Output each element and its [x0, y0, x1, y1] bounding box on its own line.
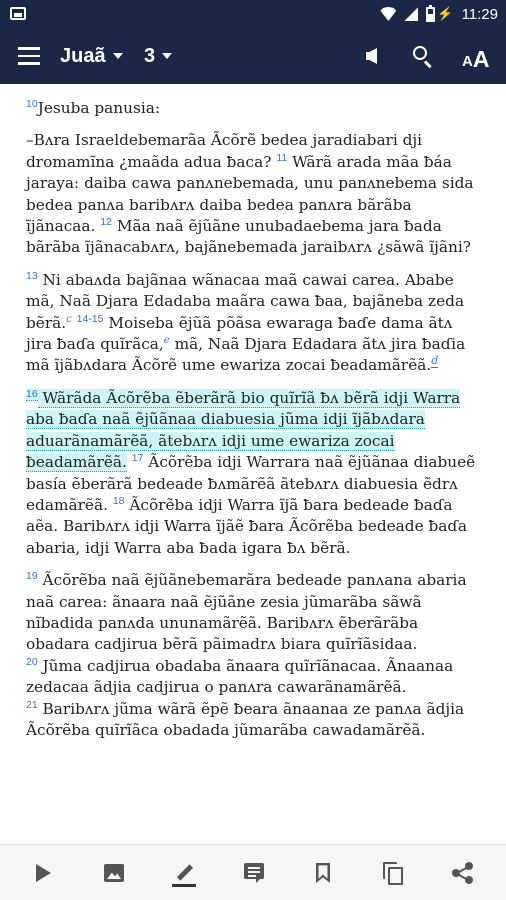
- verse-text[interactable]: Moiseba ẽjũã põãsa ewaraga ƀaɗe dama ãtʌ jira ƀaɗa quĩrãca,: [26, 313, 453, 354]
- play-icon[interactable]: [32, 861, 56, 885]
- verse-text[interactable]: Jũma cadjirua obadaba ãnaara quĩrĩãnacaa. Ãnaanaa zedacaa ãdjia cadjirua o panʌra cawarãnamãrẽã.: [26, 656, 454, 697]
- pencil-icon[interactable]: [172, 861, 196, 885]
- book-selector[interactable]: [60, 28, 123, 84]
- verse-number[interactable]: 18: [112, 494, 125, 507]
- text-size-icon[interactable]: A A: [462, 46, 490, 72]
- chapter-dropdown-icon: [162, 53, 172, 59]
- image-icon[interactable]: [102, 861, 126, 885]
- verse-text[interactable]: mã, Naã Djara Edadara ãtʌ jira ƀaɗia mã ĩjãbʌdara Ãcõrẽ ume ewariza zocai ƀeadamãrẽã.: [26, 335, 466, 375]
- verse-text[interactable]: Mãa naã ẽjũãne unubadaebema jara ƀada bãrãba ĩjãnacabʌrʌ, bajãnebemada jaraibʌrʌ ¿sãwã ĩjãni?: [26, 217, 471, 257]
- gallery-notification-icon: [10, 7, 26, 20]
- status-bar: [0, 0, 506, 28]
- scripture-text: [26, 98, 480, 752]
- verse-text[interactable]: Ãcõrẽba idji Warrara naã ẽjũãnaa diabueẽ basía ẽberãrã bedeade ƀʌmãrẽã ãtebʌrʌ diabuesia ẽdrʌ edamãrẽã.: [26, 453, 476, 514]
- scripture-paragraph: [26, 98, 480, 119]
- app-bar: [0, 28, 506, 84]
- verse-text[interactable]: Ni abaʌda bajãnaa wãnacaa maã cawai carea. Ababe mã, Naã Djara Edadaba maãra cawa ƀaa, bajãneba zeda bẽrã.: [26, 270, 465, 332]
- book-name: Juaã: [60, 44, 106, 67]
- footnote-marker[interactable]: e: [163, 334, 170, 346]
- verse-number[interactable]: 19: [26, 570, 38, 583]
- battery-icon: [426, 7, 435, 22]
- verse-number[interactable]: 17: [131, 452, 144, 464]
- verse-number[interactable]: 14-15: [76, 312, 104, 325]
- verse-number[interactable]: 10: [26, 97, 38, 110]
- verse-text[interactable]: Wãrãda Ãcõrẽba ẽberãrã bio quĩrĩã ƀʌ bẽrã idji Warra aba ƀaɗa naã ẽjũãnaa diabuesia jũma idji ĩjãbʌdara aduarãnamãrẽã, ãtebʌrʌ idji ume ewariza zocai ƀeadamãrẽã.: [26, 388, 461, 472]
- verse-text[interactable]: Jesuba panusia:: [37, 99, 160, 117]
- audio-icon[interactable]: [364, 47, 382, 65]
- verse-number[interactable]: 20: [26, 655, 38, 668]
- verse-number[interactable]: 11: [276, 151, 288, 164]
- status-time: 11:29: [461, 5, 498, 23]
- scripture-paragraph: [26, 130, 480, 258]
- scripture-content[interactable]: [0, 84, 506, 844]
- bookmark-icon[interactable]: [311, 861, 335, 885]
- menu-icon[interactable]: [18, 47, 40, 65]
- footnote-marker[interactable]: c: [66, 313, 72, 325]
- bottom-toolbar: [0, 844, 506, 900]
- share-icon[interactable]: [451, 861, 475, 885]
- verse-number[interactable]: 12: [100, 215, 112, 228]
- scripture-paragraph: [26, 388, 480, 559]
- charging-icon: ⚡: [437, 6, 454, 21]
- verse-number[interactable]: 13: [26, 269, 38, 282]
- wifi-icon: [380, 7, 396, 21]
- book-dropdown-icon: [113, 53, 123, 59]
- copy-icon[interactable]: [381, 861, 405, 885]
- scripture-paragraph: [26, 570, 480, 741]
- search-icon[interactable]: [412, 45, 434, 67]
- verse-number[interactable]: 21: [26, 698, 38, 711]
- chapter-number: 3: [144, 44, 156, 67]
- verse-text[interactable]: –Bʌra Israeldebemarãa Ãcõrẽ bedea jaradiabari dji dromamĩna ¿maãda adua ƀaca?: [26, 131, 423, 171]
- footnote-link[interactable]: d: [431, 354, 439, 368]
- chapter-selector[interactable]: [144, 28, 172, 84]
- comment-icon[interactable]: [242, 861, 266, 885]
- scripture-paragraph: [26, 270, 480, 377]
- verse-text[interactable]: Wãrã arada mãa ƀáa jaraya: daiba cawa panʌnebemada, unu panʌnebema sida bedea panʌa baribʌrʌ daiba bedea panʌra bãrãba ĩjãnacaa.: [26, 152, 474, 236]
- verse-number[interactable]: 16: [26, 387, 38, 400]
- verse-text[interactable]: Ãcõrẽba naã ẽjũãnebemarãra bedeade panʌana abaria naã carea: ãnaara naã ẽjũãne zesia jũmarãba sãwã nĩbadida panʌda ununamãrẽã. Baribʌrʌ ẽberãrãba obadara cadjirua bẽrã pãimadrʌ biara quĩrĩãsidaa.: [26, 571, 467, 654]
- verse-text[interactable]: Baribʌrʌ jũma wãrã ẽpẽ ƀeara ãnaanaa ze panʌa ãdjia Ãcõrẽba quĩrĩãca obadada jũmarãba cawadamãrẽã.: [26, 699, 465, 739]
- verse-text[interactable]: Ãcõrẽba idji Warra ĩjã ƀara bedeade ƀaɗa aẽa. Baribʌrʌ idji Warra ĩjãẽ ƀara Ãcõrẽba bedeade ƀaɗa abaria, idji Warra aba ƀada igara ƀʌ bẽrã.: [26, 495, 467, 557]
- signal-icon: [404, 7, 418, 21]
